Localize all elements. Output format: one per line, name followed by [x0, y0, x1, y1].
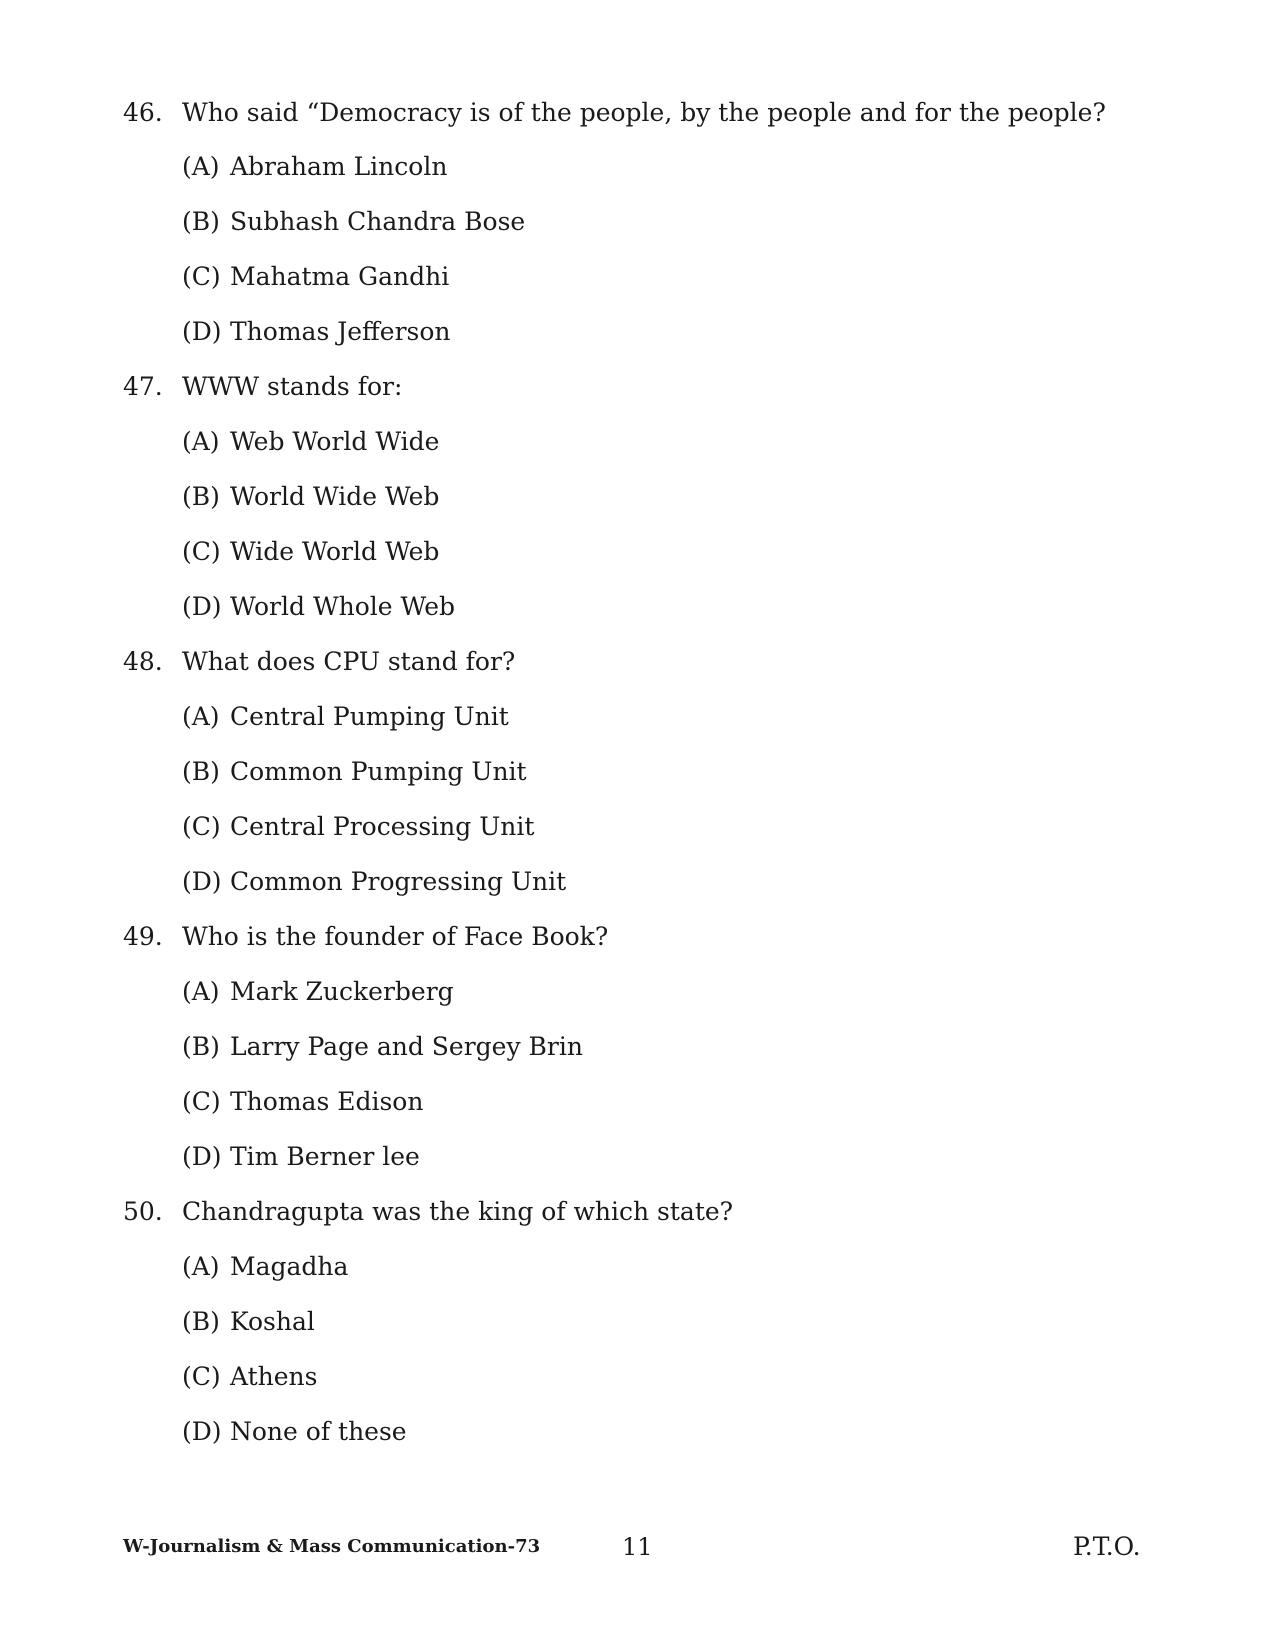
- option-text-c: Mahatma Gandhi: [230, 262, 450, 291]
- question-number: 48.: [123, 647, 163, 676]
- option-letter-c: (C): [182, 1087, 221, 1116]
- option-letter-c: (C): [182, 1362, 221, 1391]
- footer-subject: W-Journalism & Mass Communication-73: [123, 1536, 541, 1557]
- question-text: What does CPU stand for?: [182, 647, 516, 676]
- option-text-d: Thomas Jefferson: [230, 317, 451, 346]
- option-text-b: Subhash Chandra Bose: [230, 207, 526, 236]
- option-letter-d: (D): [182, 1142, 222, 1171]
- option-letter-b: (B): [182, 207, 220, 236]
- option-text-c: Wide World Web: [230, 537, 440, 566]
- option-text-a: Central Pumping Unit: [230, 702, 509, 731]
- option-letter-c: (C): [182, 537, 221, 566]
- question-text: WWW stands for:: [182, 372, 403, 401]
- option-letter-d: (D): [182, 867, 222, 896]
- option-letter-b: (B): [182, 1307, 220, 1336]
- option-text-c: Athens: [230, 1362, 318, 1391]
- option-letter-d: (D): [182, 592, 222, 621]
- option-text-c: Thomas Edison: [230, 1087, 424, 1116]
- option-letter-c: (C): [182, 262, 221, 291]
- option-text-a: Magadha: [230, 1252, 349, 1281]
- option-letter-a: (A): [182, 1252, 220, 1281]
- option-letter-a: (A): [182, 427, 220, 456]
- option-letter-b: (B): [182, 757, 220, 786]
- option-text-b: Common Pumping Unit: [230, 757, 527, 786]
- question-text: Chandragupta was the king of which state?: [182, 1197, 734, 1226]
- option-text-b: Larry Page and Sergey Brin: [230, 1032, 583, 1061]
- option-text-d: World Whole Web: [230, 592, 455, 621]
- question-number: 49.: [123, 922, 163, 951]
- option-letter-b: (B): [182, 482, 220, 511]
- option-text-c: Central Processing Unit: [230, 812, 535, 841]
- option-letter-d: (D): [182, 1417, 222, 1446]
- question-number: 50.: [123, 1197, 163, 1226]
- option-text-b: Koshal: [230, 1307, 315, 1336]
- option-text-d: None of these: [230, 1417, 407, 1446]
- question-number: 46.: [123, 98, 163, 127]
- option-text-d: Common Progressing Unit: [230, 867, 567, 896]
- pto-label: P.T.O.: [1073, 1532, 1141, 1561]
- question-text: Who said “Democracy is of the people, by the people and for the people?: [182, 98, 1106, 127]
- question-text: Who is the founder of Face Book?: [182, 922, 609, 951]
- option-text-b: World Wide Web: [230, 482, 440, 511]
- option-text-d: Tim Berner lee: [230, 1142, 420, 1171]
- page-number: 11: [622, 1533, 653, 1561]
- option-letter-c: (C): [182, 812, 221, 841]
- option-letter-a: (A): [182, 152, 220, 181]
- question-number: 47.: [123, 372, 163, 401]
- option-letter-a: (A): [182, 702, 220, 731]
- option-letter-b: (B): [182, 1032, 220, 1061]
- option-text-a: Mark Zuckerberg: [230, 977, 454, 1006]
- option-letter-a: (A): [182, 977, 220, 1006]
- option-letter-d: (D): [182, 317, 222, 346]
- option-text-a: Abraham Lincoln: [230, 152, 448, 181]
- option-text-a: Web World Wide: [230, 427, 440, 456]
